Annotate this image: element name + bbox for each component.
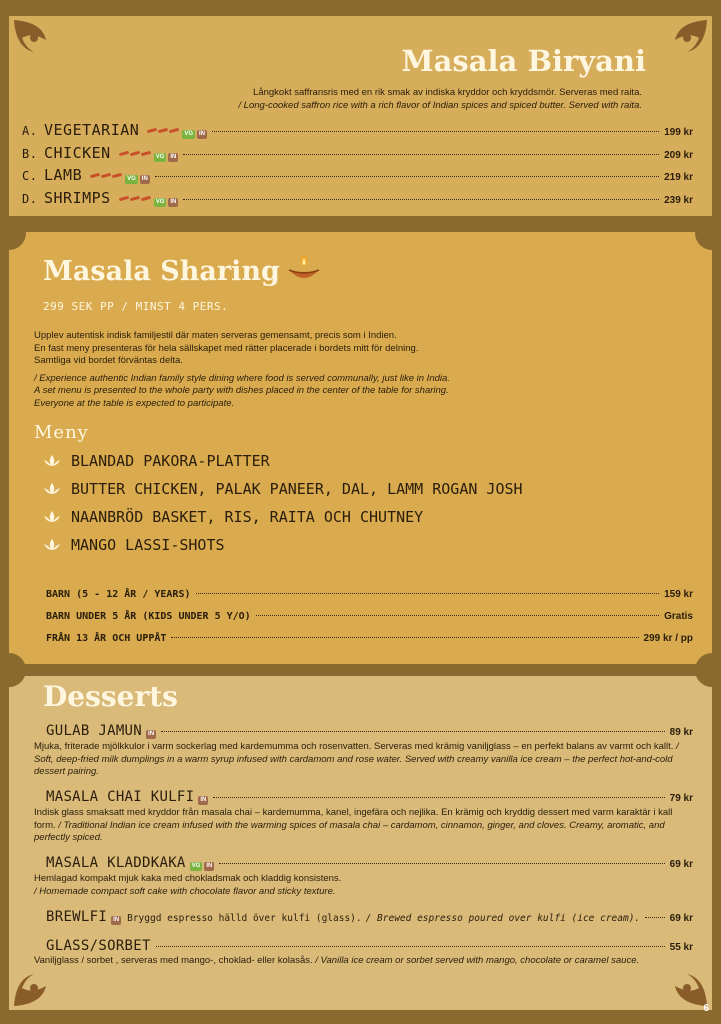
sharing-price-row: BARN (5 - 12 ÅR / YEARS) 159 kr <box>46 589 693 600</box>
corner-ornament-icon <box>649 948 709 1008</box>
vegan-badge-icon: VG <box>184 131 193 137</box>
sharing-desc-sv: Upplev autentisk indisk familjestil där maten serveras gemensamt, precis som i Indien. <box>34 330 397 341</box>
biryani-item-name: CHICKEN <box>44 144 111 162</box>
dessert-desc-sv: Bryggd espresso hälld över kulfi (glass). <box>127 913 362 924</box>
sharing-desc-en: A set menu is presented to the whole party with dishes placed in the center of the table for sharing. <box>34 385 449 396</box>
biryani-item-a: A. VEGETARIAN VG IN 199 kr <box>22 121 693 139</box>
dessert-price: 79 kr <box>669 793 693 804</box>
sharing-desc-sv: Samtliga vid bordet förväntas delta. <box>34 355 183 366</box>
border-notch-icon <box>695 653 721 687</box>
dessert-item <box>46 909 693 926</box>
dessert-desc-en: / Homemade compact soft cake with chocolate flavor and sticky texture. <box>34 885 336 897</box>
dot-leader <box>155 176 659 177</box>
sharing-subtitle: 299 SEK PP / MINST 4 PERS. <box>43 300 229 313</box>
dessert-item <box>46 789 693 805</box>
dessert-name: GULAB JAMUN <box>46 723 143 739</box>
dessert-desc-sv: Vaniljglass / sorbet , serveras med mango-, choklad- eller kolasås. <box>34 955 313 966</box>
sharing-desc-en: Everyone at the table is expected to participate. <box>34 397 235 409</box>
dot-leader <box>183 199 659 200</box>
lotus-icon <box>43 538 61 552</box>
biryani-item-price: 209 kr <box>664 150 693 161</box>
lotus-icon <box>43 510 61 524</box>
biryani-item-price: 219 kr <box>664 172 693 183</box>
dot-leader <box>219 863 664 864</box>
india-badge-icon: IN <box>200 797 207 803</box>
dessert-price: 55 kr <box>669 942 693 953</box>
dessert-desc-sv: Hemlagad kompakt mjuk kaka med chokladsmak och kladdig konsistens. <box>34 873 342 884</box>
dot-leader <box>196 593 660 594</box>
corner-ornament-icon <box>12 948 72 1008</box>
biryani-title: Masala Biryani <box>401 44 646 78</box>
biryani-item-c: C. LAMB VG IN 219 kr <box>22 166 693 184</box>
dot-leader <box>645 917 664 918</box>
dessert-desc-en: / Vanilla ice cream or sorbet served with mango, chocolate or caramel sauce. <box>315 955 640 966</box>
border-notch-icon <box>695 216 721 250</box>
corner-ornament-icon <box>12 18 72 78</box>
lotus-icon <box>43 454 61 468</box>
desserts-title: Desserts <box>43 680 178 713</box>
menu-list-item: BLANDAD PAKORA-PLATTER <box>43 452 270 470</box>
dot-leader <box>212 131 659 132</box>
menu-list-item: MANGO LASSI-SHOTS <box>43 536 225 554</box>
dessert-desc-en: / Brewed espresso poured over kulfi (ice cream). <box>365 913 641 924</box>
dot-leader <box>171 637 638 638</box>
chili-icon <box>90 165 123 184</box>
biryani-item-b: B. CHICKEN VG IN 209 kr <box>22 144 693 162</box>
india-badge-icon: IN <box>141 176 148 182</box>
vegan-badge-icon: VG <box>155 154 165 160</box>
menu-list-item: NAANBRÖD BASKET, RIS, RAITA OCH CHUTNEY <box>43 508 423 526</box>
lotus-icon <box>43 482 61 496</box>
sharing-title: Masala Sharing <box>43 256 280 287</box>
dessert-name: GLASS/SORBET <box>46 938 151 954</box>
dot-leader <box>213 797 664 798</box>
dessert-item <box>46 938 693 954</box>
vegan-badge-icon: VG <box>191 863 201 869</box>
biryani-item-name: LAMB <box>44 166 83 184</box>
dot-leader <box>161 731 665 732</box>
vegan-badge-icon: VG <box>127 176 136 182</box>
chili-icon <box>119 188 152 207</box>
biryani-item-d: D. SHRIMPS VG IN 239 kr <box>22 189 693 207</box>
dot-leader <box>256 615 659 616</box>
india-badge-icon: IN <box>198 131 205 137</box>
dot-leader <box>156 946 665 947</box>
dessert-price: 69 kr <box>669 913 693 924</box>
biryani-desc-sv: Långkokt saffransris med en rik smak av indiska kryddor och kryddsmör. Serveras med raita. <box>253 87 642 98</box>
chili-icon <box>147 120 180 139</box>
dessert-name: MASALA CHAI KULFI <box>46 789 195 805</box>
biryani-desc-en: / Long-cooked saffron rice with a rich flavor of Indian spices and spiced butter. Served with raita. <box>238 99 642 111</box>
biryani-item-name: SHRIMPS <box>44 189 111 207</box>
menu-list-item: BUTTER CHICKEN, PALAK PANEER, DAL, LAMM ROGAN JOSH <box>43 480 523 498</box>
dessert-price: 69 kr <box>669 859 693 870</box>
dessert-desc-en: / Soft, deep-fried milk dumplings in a warm syrup infused with cardamom and rose water. Served with creamy vanilla ice cream – the perfect hot-and-cold dessert pairing. <box>34 741 679 777</box>
dessert-item <box>46 723 693 739</box>
dessert-price: 89 kr <box>669 727 693 738</box>
biryani-panel <box>9 16 712 216</box>
biryani-item-price: 199 kr <box>664 127 693 138</box>
menu-heading: Meny <box>34 422 89 443</box>
dessert-name: MASALA KLADDKAKA <box>46 855 186 871</box>
sharing-desc-sv: En fast meny presenteras för hela sällskapet med rätter placerade i bordets mitt för delning. <box>34 342 419 354</box>
sharing-price-row: FRÅN 13 ÅR OCH UPPÅT 299 kr / pp <box>46 633 693 644</box>
dessert-name: BREWLFI <box>46 909 108 925</box>
dessert-item <box>46 855 693 871</box>
corner-ornament-icon <box>649 18 709 78</box>
india-badge-icon: IN <box>113 917 120 923</box>
vegan-badge-icon: VG <box>155 199 165 205</box>
dessert-desc-sv: Indisk glass smaksatt med kryddor från masala chai – kardemumma, kanel, ingefära och nejlika. En krämig och kryddig dessert med varm karaktär i kall form. <box>34 807 673 831</box>
india-badge-icon: IN <box>170 199 177 205</box>
sharing-desc-en: / Experience authentic Indian family style dining where food is served communally, just like in India. <box>34 372 450 384</box>
dessert-desc-en: / Traditional Indian ice cream infused with the warming spices of masala chai – cardamom, cinnamon, ginger, and cloves. Creamy, aromatic, and perfectly spiced. <box>34 819 665 843</box>
biryani-item-price: 239 kr <box>664 195 693 206</box>
chili-icon <box>119 143 152 162</box>
dessert-desc-sv: Mjuka, friterade mjölkkulor i varm sockerlag med kardemumma och rosenvatten. Serveras med krämig vaniljglass – en perfekt balans av varmt och kallt. <box>34 741 674 752</box>
biryani-item-name: VEGETARIAN <box>44 121 140 139</box>
dot-leader <box>183 154 659 155</box>
india-badge-icon: IN <box>148 731 155 737</box>
india-badge-icon: IN <box>206 863 213 869</box>
sharing-price-row: BARN UNDER 5 ÅR (KIDS UNDER 5 Y/O) Gratis <box>46 611 693 622</box>
diya-lamp-icon <box>286 252 322 291</box>
page-number: 6 <box>703 1003 709 1014</box>
india-badge-icon: IN <box>170 154 177 160</box>
